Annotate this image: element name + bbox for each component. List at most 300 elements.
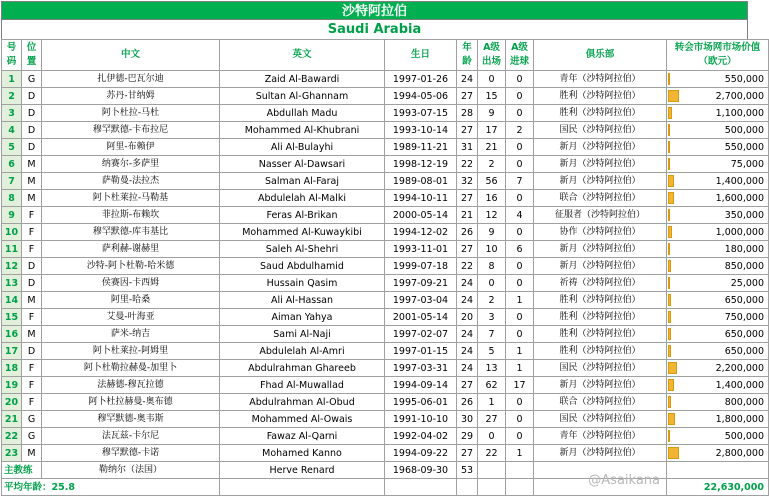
player-name-zh: 法赫德-穆瓦拉德 — [42, 377, 220, 394]
player-goals: 0 — [506, 71, 534, 88]
player-age: 30 — [457, 411, 478, 428]
player-number: 6 — [2, 156, 22, 173]
player-dob: 2001-05-14 — [385, 309, 457, 326]
player-number: 21 — [2, 411, 22, 428]
header-num: 号码 — [2, 40, 22, 71]
player-caps: 1 — [478, 394, 506, 411]
header-caps: A级出场 — [478, 40, 506, 71]
player-market-value — [667, 360, 769, 377]
player-number: 1 — [2, 71, 22, 88]
squad-sheet — [1, 1, 764, 496]
player-caps: 17 — [478, 122, 506, 139]
market-value-bar — [668, 379, 674, 391]
market-value-text: 850,000 — [724, 260, 764, 272]
player-row — [2, 71, 769, 88]
player-position: F — [22, 377, 42, 394]
player-dob: 1989-08-01 — [385, 173, 457, 190]
player-position: M — [22, 445, 42, 462]
player-number: 17 — [2, 343, 22, 360]
player-number: 3 — [2, 105, 22, 122]
player-name-zh: 阿卜杜拉赫曼-奥布德 — [42, 394, 220, 411]
player-position: G — [22, 71, 42, 88]
player-age: 27 — [457, 122, 478, 139]
player-club: 新月（沙特阿拉伯） — [534, 445, 667, 462]
market-value-text: 650,000 — [724, 328, 764, 340]
player-dob: 1997-01-15 — [385, 343, 457, 360]
player-name-en: Mohammed Al-Owais — [220, 411, 385, 428]
player-row — [2, 190, 769, 207]
player-goals: 1 — [506, 343, 534, 360]
header-zh: 中文 — [42, 40, 220, 71]
squad-table — [1, 39, 769, 496]
player-goals: 6 — [506, 241, 534, 258]
player-name-zh: 纳赛尔-多萨里 — [42, 156, 220, 173]
player-name-en: Nasser Al-Dawsari — [220, 156, 385, 173]
player-row — [2, 275, 769, 292]
player-age: 27 — [457, 88, 478, 105]
player-goals: 4 — [506, 207, 534, 224]
player-row — [2, 292, 769, 309]
player-age: 27 — [457, 445, 478, 462]
player-dob: 1989-11-21 — [385, 139, 457, 156]
player-row — [2, 156, 769, 173]
player-goals: 0 — [506, 156, 534, 173]
player-name-zh: 穆罕默德-库韦基比 — [42, 224, 220, 241]
player-caps: 9 — [478, 105, 506, 122]
market-value-bar — [668, 311, 671, 323]
player-name-zh: 法瓦兹-卡尔尼 — [42, 428, 220, 445]
player-position: M — [22, 173, 42, 190]
player-number: 11 — [2, 241, 22, 258]
player-position: F — [22, 360, 42, 377]
player-row — [2, 411, 769, 428]
market-value-text: 180,000 — [724, 243, 764, 255]
player-market-value — [667, 156, 769, 173]
player-club: 新月（沙特阿拉伯） — [534, 139, 667, 156]
player-position: D — [22, 88, 42, 105]
player-age: 27 — [457, 377, 478, 394]
player-market-value — [667, 292, 769, 309]
player-caps: 13 — [478, 360, 506, 377]
player-name-zh: 萨勒曼-法拉杰 — [42, 173, 220, 190]
player-market-value — [667, 258, 769, 275]
market-value-bar — [668, 328, 671, 340]
player-caps: 22 — [478, 445, 506, 462]
player-number: 15 — [2, 309, 22, 326]
player-club: 胜利（沙特阿拉伯） — [534, 105, 667, 122]
market-value-bar — [668, 73, 670, 85]
sheet-subtitle: Saudi Arabia — [1, 20, 748, 39]
player-dob: 1993-07-15 — [385, 105, 457, 122]
player-goals: 17 — [506, 377, 534, 394]
player-age: 22 — [457, 156, 478, 173]
player-number: 2 — [2, 88, 22, 105]
player-name-en: Saleh Al-Shehri — [220, 241, 385, 258]
player-dob: 1994-12-02 — [385, 224, 457, 241]
header-goals: A级进球 — [506, 40, 534, 71]
player-age: 27 — [457, 241, 478, 258]
player-goals: 0 — [506, 394, 534, 411]
player-dob: 1997-01-26 — [385, 71, 457, 88]
player-age: 32 — [457, 173, 478, 190]
player-club: 国民（沙特阿拉伯） — [534, 411, 667, 428]
player-market-value — [667, 275, 769, 292]
player-age: 24 — [457, 360, 478, 377]
player-age: 31 — [457, 139, 478, 156]
player-goals: 0 — [506, 224, 534, 241]
player-position: F — [22, 224, 42, 241]
player-club: 胜利（沙特阿拉伯） — [534, 292, 667, 309]
header-en: 英文 — [220, 40, 385, 71]
player-caps: 2 — [478, 156, 506, 173]
coach-label: 主教练 — [2, 462, 42, 479]
player-name-en: Hussain Qasim — [220, 275, 385, 292]
player-dob: 1995-06-01 — [385, 394, 457, 411]
player-market-value — [667, 326, 769, 343]
player-position: D — [22, 258, 42, 275]
player-club: 征服者（沙特阿拉伯） — [534, 207, 667, 224]
player-market-value — [667, 224, 769, 241]
player-row — [2, 326, 769, 343]
market-value-bar — [668, 226, 672, 238]
market-value-bar — [668, 141, 670, 153]
player-age: 26 — [457, 224, 478, 241]
player-market-value — [667, 88, 769, 105]
player-dob: 1992-04-02 — [385, 428, 457, 445]
player-name-en: Aiman Yahya — [220, 309, 385, 326]
player-dob: 1993-10-14 — [385, 122, 457, 139]
header-row — [2, 40, 769, 71]
player-name-zh: 扎伊德-巴瓦尔迪 — [42, 71, 220, 88]
player-name-zh: 阿卜杜勒拉赫曼-加里卜 — [42, 360, 220, 377]
player-club: 新月（沙特阿拉伯） — [534, 156, 667, 173]
player-goals: 0 — [506, 411, 534, 428]
market-value-text: 350,000 — [724, 209, 764, 221]
player-row — [2, 122, 769, 139]
market-value-bar — [668, 209, 670, 221]
player-goals: 0 — [506, 105, 534, 122]
player-caps: 62 — [478, 377, 506, 394]
player-number: 8 — [2, 190, 22, 207]
player-age: 24 — [457, 326, 478, 343]
player-position: F — [22, 207, 42, 224]
player-name-zh: 穆罕默德-卡布拉尼 — [42, 122, 220, 139]
player-market-value — [667, 343, 769, 360]
market-value-text: 650,000 — [724, 294, 764, 306]
player-dob: 1994-10-11 — [385, 190, 457, 207]
player-dob: 1997-09-21 — [385, 275, 457, 292]
market-value-text: 500,000 — [724, 124, 764, 136]
player-market-value — [667, 71, 769, 88]
player-club: 新月（沙特阿拉伯） — [534, 258, 667, 275]
player-market-value — [667, 139, 769, 156]
player-dob: 1997-03-04 — [385, 292, 457, 309]
player-club: 新月（沙特阿拉伯） — [534, 377, 667, 394]
market-value-text: 550,000 — [724, 73, 764, 85]
coach-age: 53 — [457, 462, 478, 479]
player-caps: 0 — [478, 275, 506, 292]
market-value-bar — [668, 124, 670, 136]
player-caps: 15 — [478, 88, 506, 105]
player-row — [2, 360, 769, 377]
player-row — [2, 173, 769, 190]
player-name-en: Mohammed Al-Kuwaykibi — [220, 224, 385, 241]
player-row — [2, 377, 769, 394]
player-number: 18 — [2, 360, 22, 377]
player-dob: 1994-05-06 — [385, 88, 457, 105]
player-club: 胜利（沙特阿拉伯） — [534, 326, 667, 343]
market-value-text: 25,000 — [730, 277, 764, 289]
player-market-value — [667, 173, 769, 190]
player-name-zh: 萨米-纳吉 — [42, 326, 220, 343]
player-goals: 0 — [506, 139, 534, 156]
market-value-text: 2,200,000 — [715, 362, 764, 374]
player-goals: 1 — [506, 292, 534, 309]
player-caps: 5 — [478, 343, 506, 360]
market-value-bar — [668, 192, 674, 204]
player-name-en: Sami Al-Naji — [220, 326, 385, 343]
player-name-en: Mohamed Kanno — [220, 445, 385, 462]
player-name-en: Saud Abdulhamid — [220, 258, 385, 275]
market-value-text: 1,800,000 — [715, 413, 764, 425]
player-caps: 3 — [478, 309, 506, 326]
player-age: 24 — [457, 292, 478, 309]
player-goals: 0 — [506, 326, 534, 343]
player-caps: 2 — [478, 292, 506, 309]
player-caps: 10 — [478, 241, 506, 258]
average-age: 平均年龄：25.8 — [2, 479, 220, 496]
coach-name-zh: 勒纳尔（法国） — [42, 462, 220, 479]
player-rows — [2, 71, 769, 462]
player-market-value — [667, 394, 769, 411]
player-goals: 0 — [506, 258, 534, 275]
player-name-zh: 穆罕默德-卡诺 — [42, 445, 220, 462]
player-name-zh: 萨利赫-谢赫里 — [42, 241, 220, 258]
market-value-text: 500,000 — [724, 430, 764, 442]
player-dob: 1994-09-22 — [385, 445, 457, 462]
player-number: 22 — [2, 428, 22, 445]
player-row — [2, 309, 769, 326]
player-dob: 1993-11-01 — [385, 241, 457, 258]
header-club: 俱乐部 — [534, 40, 667, 71]
player-name-zh: 阿卜杜莱拉-马勒基 — [42, 190, 220, 207]
player-row — [2, 445, 769, 462]
player-dob: 1991-10-10 — [385, 411, 457, 428]
player-club: 联合（沙特阿拉伯） — [534, 394, 667, 411]
header-age: 年龄 — [457, 40, 478, 71]
player-name-zh: 阿卜杜拉-马杜 — [42, 105, 220, 122]
player-position: F — [22, 309, 42, 326]
player-name-zh: 艾曼-叶海亚 — [42, 309, 220, 326]
player-number: 16 — [2, 326, 22, 343]
player-name-en: Fawaz Al-Qarni — [220, 428, 385, 445]
market-value-text: 750,000 — [724, 311, 764, 323]
player-market-value — [667, 105, 769, 122]
player-age: 20 — [457, 309, 478, 326]
market-value-bar — [668, 175, 674, 187]
player-name-en: Abdulrahman Ghareeb — [220, 360, 385, 377]
player-dob: 1998-12-19 — [385, 156, 457, 173]
player-goals: 7 — [506, 173, 534, 190]
player-position: F — [22, 241, 42, 258]
player-row — [2, 428, 769, 445]
market-value-bar — [668, 243, 670, 255]
market-value-bar — [668, 260, 671, 272]
player-club: 胜利（沙特阿拉伯） — [534, 343, 667, 360]
market-value-text: 2,800,000 — [715, 447, 764, 459]
player-goals: 1 — [506, 445, 534, 462]
player-row — [2, 343, 769, 360]
player-row — [2, 139, 769, 156]
player-market-value — [667, 207, 769, 224]
player-club: 国民（沙特阿拉伯） — [534, 360, 667, 377]
player-club: 新月（沙特阿拉伯） — [534, 241, 667, 258]
player-name-zh: 阿里-哈桑 — [42, 292, 220, 309]
player-row — [2, 88, 769, 105]
player-position: G — [22, 428, 42, 445]
player-market-value — [667, 122, 769, 139]
coach-dob: 1968-09-30 — [385, 462, 457, 479]
player-row — [2, 258, 769, 275]
player-caps: 12 — [478, 207, 506, 224]
market-value-bar — [668, 158, 670, 170]
market-value-text: 1,600,000 — [715, 192, 764, 204]
player-goals: 0 — [506, 275, 534, 292]
player-position: D — [22, 343, 42, 360]
player-market-value — [667, 309, 769, 326]
player-number: 7 — [2, 173, 22, 190]
player-market-value — [667, 445, 769, 462]
player-name-zh: 穆罕默德-奥韦斯 — [42, 411, 220, 428]
player-name-en: Ali Al-Hassan — [220, 292, 385, 309]
player-market-value — [667, 411, 769, 428]
player-name-zh: 侯赛因-卡西姆 — [42, 275, 220, 292]
player-row — [2, 394, 769, 411]
player-dob: 1997-02-07 — [385, 326, 457, 343]
market-value-text: 800,000 — [724, 396, 764, 408]
player-position: D — [22, 139, 42, 156]
player-name-zh: 苏丹-甘纳姆 — [42, 88, 220, 105]
player-position: D — [22, 122, 42, 139]
player-club: 联合（沙特阿拉伯） — [534, 190, 667, 207]
player-number: 4 — [2, 122, 22, 139]
player-caps: 7 — [478, 326, 506, 343]
player-age: 26 — [457, 394, 478, 411]
player-age: 28 — [457, 105, 478, 122]
player-number: 9 — [2, 207, 22, 224]
player-row — [2, 207, 769, 224]
market-value-bar — [668, 413, 675, 425]
market-value-bar — [668, 362, 677, 374]
market-value-text: 550,000 — [724, 141, 764, 153]
player-position: M — [22, 326, 42, 343]
player-number: 13 — [2, 275, 22, 292]
header-pos: 位置 — [22, 40, 42, 71]
player-position: D — [22, 105, 42, 122]
player-club: 国民（沙特阿拉伯） — [534, 122, 667, 139]
player-caps: 21 — [478, 139, 506, 156]
player-name-en: Zaid Al-Bawardi — [220, 71, 385, 88]
header-value: 转会市场网市场价值（欧元） — [667, 40, 769, 71]
player-name-zh: 阿里-布赖伊 — [42, 139, 220, 156]
player-row — [2, 241, 769, 258]
watermark: @Asaikana — [588, 473, 660, 488]
player-goals: 0 — [506, 428, 534, 445]
player-position: M — [22, 156, 42, 173]
player-club: 祈祷（沙特阿拉伯） — [534, 275, 667, 292]
market-value-text: 650,000 — [724, 345, 764, 357]
player-position: M — [22, 292, 42, 309]
player-age: 27 — [457, 190, 478, 207]
player-name-en: Fhad Al-Muwallad — [220, 377, 385, 394]
market-value-text: 75,000 — [730, 158, 764, 170]
player-name-en: Abdulrahman Al-Obud — [220, 394, 385, 411]
market-value-text: 1,400,000 — [715, 175, 764, 187]
player-dob: 1999-07-18 — [385, 258, 457, 275]
player-row — [2, 224, 769, 241]
player-club: 胜利（沙特阿拉伯） — [534, 88, 667, 105]
player-name-en: Abdulelah Al-Amri — [220, 343, 385, 360]
coach-name-en: Herve Renard — [220, 462, 385, 479]
player-position: M — [22, 190, 42, 207]
player-goals: 0 — [506, 88, 534, 105]
player-goals: 2 — [506, 122, 534, 139]
player-caps: 56 — [478, 173, 506, 190]
sheet-title: 沙特阿拉伯 — [1, 1, 748, 20]
market-value-text: 1,000,000 — [715, 226, 764, 238]
player-age: 21 — [457, 207, 478, 224]
player-caps: 16 — [478, 190, 506, 207]
player-name-zh: 菲拉斯-布赖坎 — [42, 207, 220, 224]
player-club: 青年（沙特阿拉伯） — [534, 71, 667, 88]
player-caps: 27 — [478, 411, 506, 428]
header-dob: 生日 — [385, 40, 457, 71]
player-name-en: Ali Al-Bulayhi — [220, 139, 385, 156]
player-age: 29 — [457, 428, 478, 445]
player-dob: 2000-05-14 — [385, 207, 457, 224]
player-row — [2, 105, 769, 122]
total-market-value: 22,630,000 — [667, 479, 769, 496]
player-age: 24 — [457, 275, 478, 292]
player-club: 胜利（沙特阿拉伯） — [534, 309, 667, 326]
market-value-text: 2,700,000 — [715, 90, 764, 102]
market-value-bar — [668, 430, 670, 442]
player-number: 14 — [2, 292, 22, 309]
player-number: 23 — [2, 445, 22, 462]
player-name-en: Sultan Al-Ghannam — [220, 88, 385, 105]
player-position: G — [22, 411, 42, 428]
player-caps: 0 — [478, 71, 506, 88]
player-number: 5 — [2, 139, 22, 156]
player-age: 22 — [457, 258, 478, 275]
player-position: D — [22, 275, 42, 292]
player-dob: 1994-09-14 — [385, 377, 457, 394]
player-club: 新月（沙特阿拉伯） — [534, 173, 667, 190]
player-number: 20 — [2, 394, 22, 411]
player-caps: 8 — [478, 258, 506, 275]
player-position: F — [22, 394, 42, 411]
market-value-text: 1,400,000 — [715, 379, 764, 391]
player-number: 12 — [2, 258, 22, 275]
player-goals: 1 — [506, 360, 534, 377]
player-market-value — [667, 377, 769, 394]
player-goals: 0 — [506, 190, 534, 207]
player-goals: 0 — [506, 309, 534, 326]
player-name-en: Mohammed Al-Khubrani — [220, 122, 385, 139]
player-age: 24 — [457, 343, 478, 360]
player-number: 19 — [2, 377, 22, 394]
player-club: 青年（沙特阿拉伯） — [534, 428, 667, 445]
